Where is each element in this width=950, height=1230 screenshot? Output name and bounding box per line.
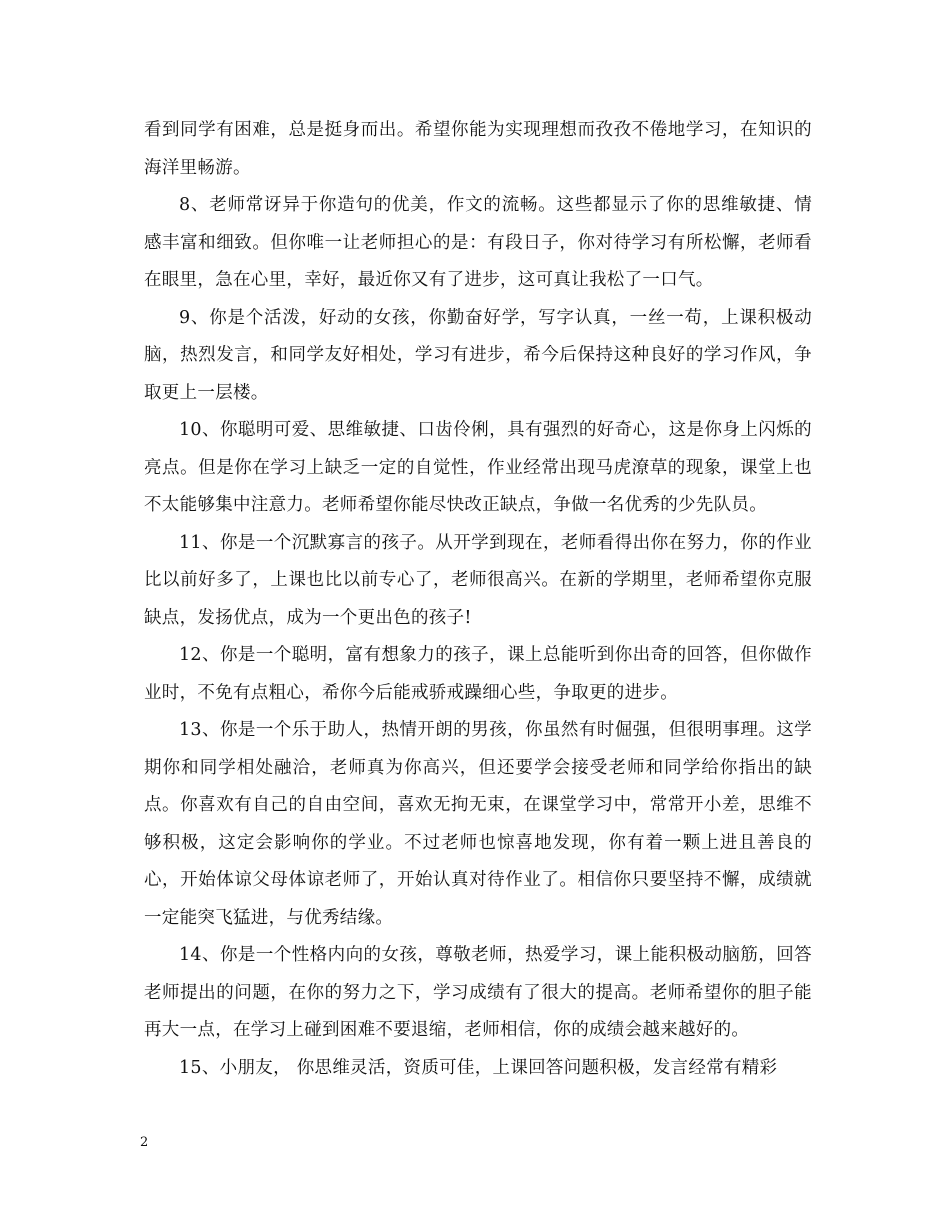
- paragraph-item-9: 9、你是个活泼，好动的女孩，你勤奋好学，写字认真，一丝一苟，上课积极动脑，热烈发言，和同学友好相处，学习有进步，希今后保持这种良好的学习作风，争取更上一层楼。: [144, 307, 812, 403]
- document-body: [144, 112, 812, 1087]
- paragraph-item-13: 13、你是一个乐于助人，热情开朗的男孩，你虽然有时倔强，但很明事理。这学期你和同学相处融洽，老师真为你高兴，但还要学会接受老师和同学给你指出的缺点。你喜欢有自己的自由空间，喜欢无拘无束，在课堂学习中，常常开小差，思维不够积极，这定会影响你的学业。不过老师也惊喜地发现，你有着一颗上进且善良的心，开始体谅父母体谅老师了，开始认真对待作业了。相信你只要坚持不懈，成绩就一定能突飞猛进，与优秀结缘。: [144, 720, 812, 928]
- paragraph-item-15: 15、小朋友， 你思维灵活，资质可佳，上课回答问题积极，发言经常有精彩: [179, 1057, 778, 1078]
- paragraph-item-8: 8、老师常讶异于你造句的优美，作文的流畅。这些都显示了你的思维敏捷、情感丰富和细致。但你唯一让老师担心的是：有段日子，你对待学习有所松懈，老师看在眼里，急在心里，幸好，最近你又有了进步，这可真让我松了一口气。: [144, 195, 812, 290]
- paragraph-item-14: 14、你是一个性格内向的女孩，尊敬老师，热爱学习，课上能积极动脑筋，回答老师提出的问题，在你的努力之下，学习成绩有了很大的提高。老师希望你的胆子能再大一点，在学习上碰到困难不要退缩，老师相信，你的成绩会越来越好的。: [144, 945, 812, 1040]
- paragraph-item-11: 11、你是一个沉默寡言的孩子。从开学到现在，老师看得出你在努力，你的作业比以前好多了，上课也比以前专心了，老师很高兴。在新的学期里，老师希望你克服缺点，发扬优点，成为一个更出色的孩子!: [144, 532, 812, 628]
- paragraph-continuation: 看到同学有困难，总是挺身而出。希望你能为实现理想而孜孜不倦地学习，在知识的海洋里畅游。: [144, 120, 812, 178]
- paragraph-item-12: 12、你是一个聪明，富有想象力的孩子，课上总能听到你出奇的回答，但你做作业时，不免有点粗心，希你今后能戒骄戒躁细心些，争取更的进步。: [144, 645, 812, 703]
- page-number: 2: [140, 1135, 149, 1150]
- paragraph-item-10: 10、你聪明可爱、思维敏捷、口齿伶俐，具有强烈的好奇心，这是你身上闪烁的亮点。但是你在学习上缺乏一定的自觉性，作业经常出现马虎潦草的现象，课堂上也不太能够集中注意力。老师希望你能尽快改正缺点，争做一名优秀的少先队员。: [144, 420, 812, 515]
